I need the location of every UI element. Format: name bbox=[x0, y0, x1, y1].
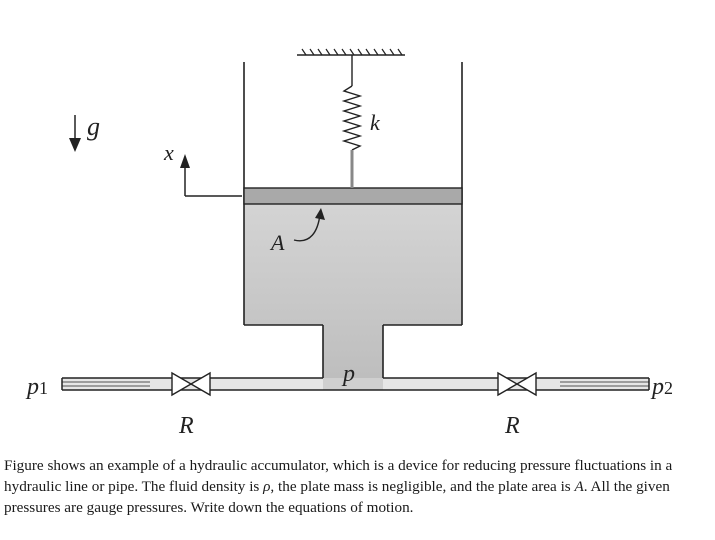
right-resistance-label: R bbox=[505, 413, 520, 439]
spring-icon bbox=[344, 55, 360, 188]
spring-label: k bbox=[370, 110, 380, 135]
left-valve-icon bbox=[172, 373, 210, 395]
displacement-label: x bbox=[164, 140, 174, 165]
area-label: A bbox=[271, 230, 285, 255]
pressure-label: p bbox=[343, 361, 355, 387]
figure-caption: Figure shows an example of a hydraulic accumulator, which is a device for reducing pressure fluctuations in a hydraulic line or pipe. The fluid density is ρ, the plate mass is negligible, and the plate area is A. All the given pressures are gauge pressures. Write down the equations of motion. bbox=[4, 457, 673, 516]
ceiling-support bbox=[297, 49, 405, 55]
right-valve-icon bbox=[498, 373, 536, 395]
left-resistance-label: R bbox=[179, 413, 194, 439]
inlet-pressure-label: p1 bbox=[27, 374, 48, 400]
gravity-arrow-icon bbox=[69, 115, 81, 152]
gravity-label: g bbox=[87, 112, 100, 141]
displacement-arrow-icon bbox=[180, 154, 242, 196]
plate bbox=[244, 188, 462, 204]
outlet-pressure-label: p2 bbox=[652, 374, 673, 400]
